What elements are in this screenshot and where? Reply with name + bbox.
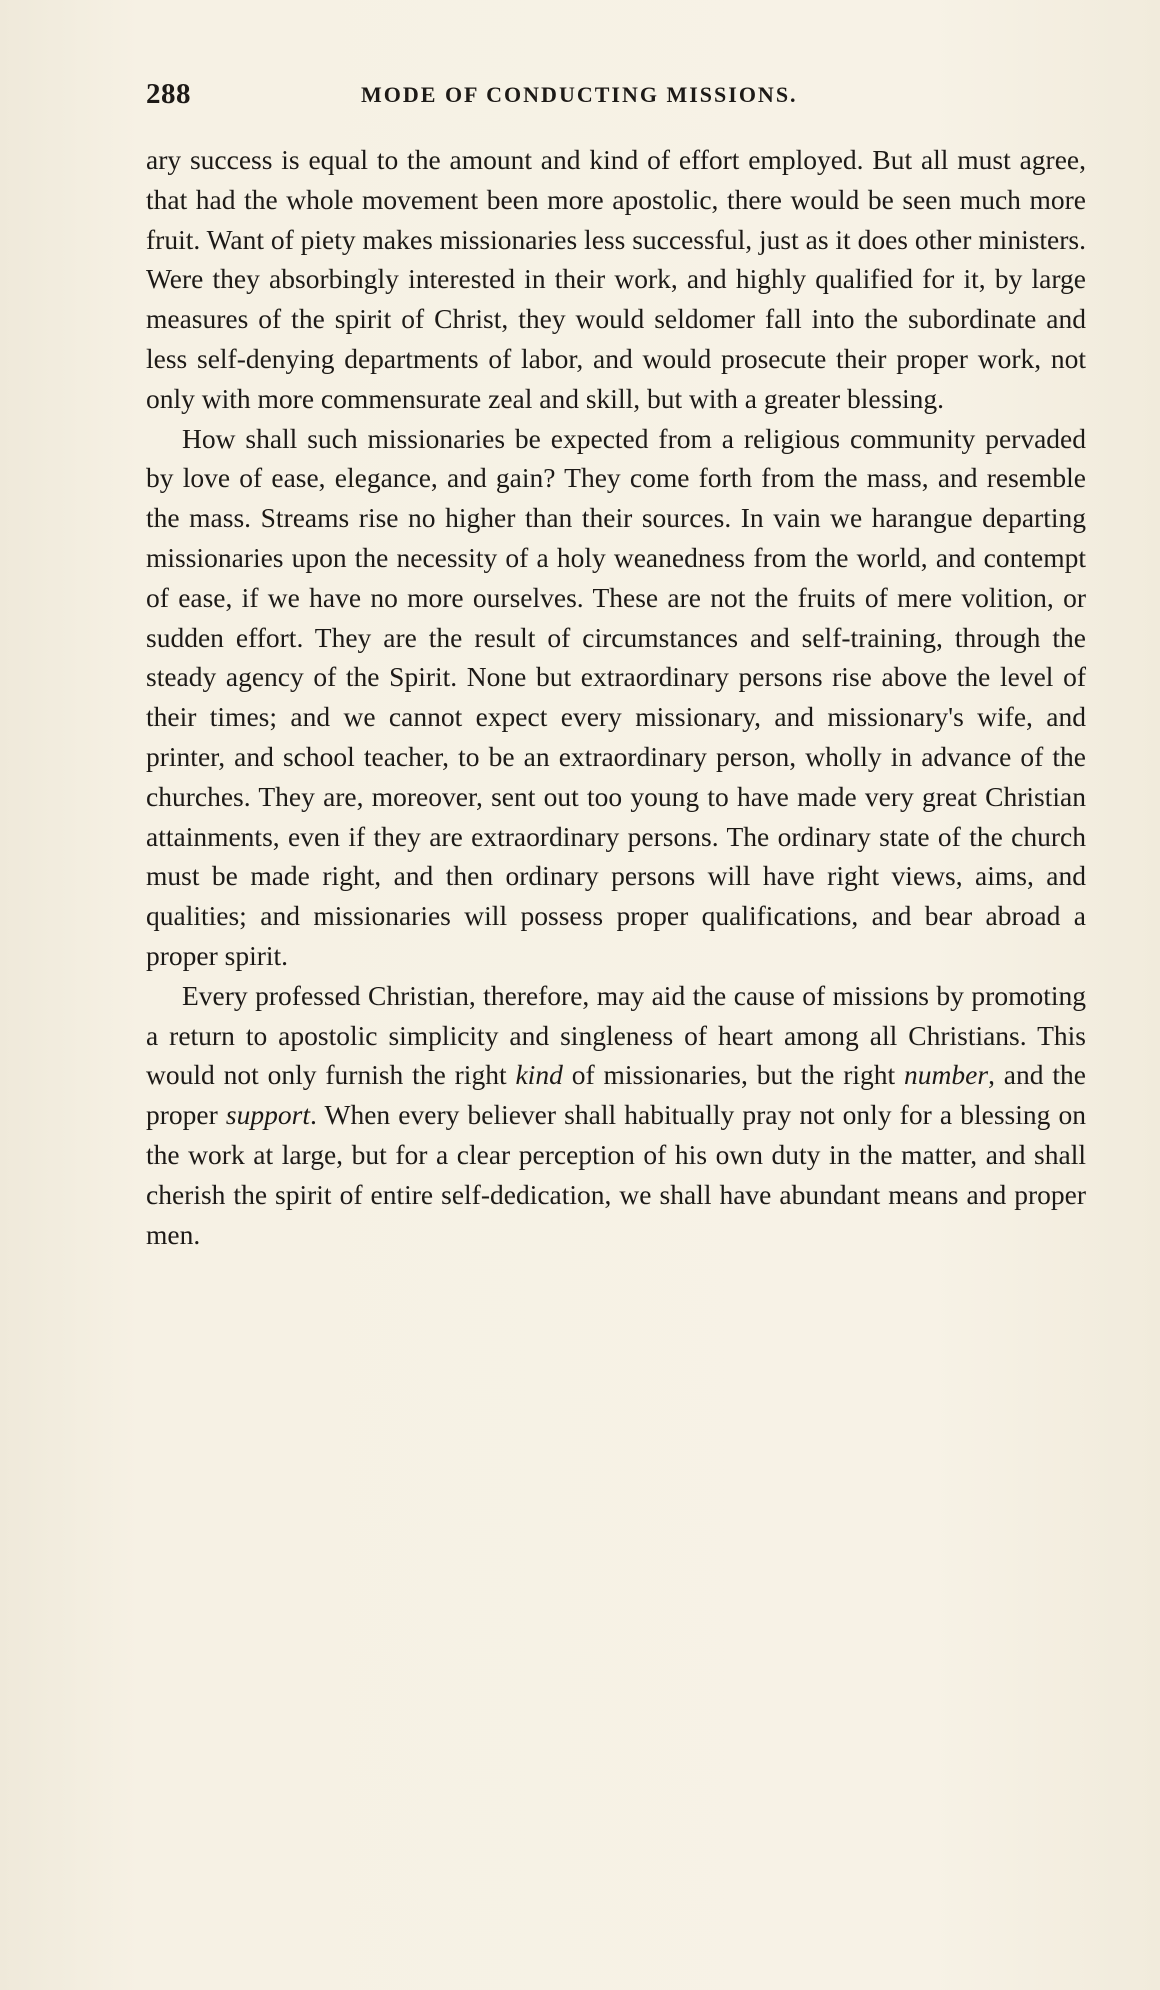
paragraph-3-text-b: of missionaries, but the right	[562, 1059, 905, 1091]
paragraph-3-text-c: , and the proper	[146, 1059, 1086, 1131]
running-title: MODE OF CONDUCTING MISSIONS.	[361, 82, 798, 107]
body-text	[146, 140, 1086, 1254]
paragraph-3-text-d: . When every believer shall habitually pray not only for a blessing on the work at large, but for a clear perception of his own duty in the matter, and shall cherish the spirit of entire self-dedication, we shall have abundant means and proper men.	[146, 1099, 1086, 1250]
page-number: 288	[146, 78, 191, 110]
paragraph-3	[146, 976, 1086, 1255]
italic-kind: kind	[515, 1059, 563, 1091]
running-head	[146, 78, 1076, 118]
paragraph-2: How shall such missionaries be expected from a religious community pervaded by love of ease, elegance, and gain? They come forth from the mass, and resemble the mass. Streams rise no higher than their sources. In vain we harangue departing missionaries upon the necessity of a holy weanedness from the world, and contempt of ease, if we have no more ourselves. These are not the fruits of mere volition, or sudden effort. They are the result of circumstances and self-training, through the steady agency of the Spirit. None but extraordinary persons rise above the level of their times; and we cannot expect every missionary, and missionary's wife, and printer, and school teacher, to be an extraordinary person, wholly in advance of the churches. They are, moreover, sent out too young to have made very great Christian attainments, even if they are extraordinary persons. The ordinary state of the church must be made right, and then ordinary persons will have right views, aims, and qualities; and missionaries will possess proper qualifications, and bear abroad a proper spirit.	[146, 422, 1086, 971]
italic-support: support	[225, 1099, 310, 1131]
paragraph-1: ary success is equal to the amount and kind of effort employed. But all must agree, that had the whole movement been more apostolic, there would be seen much more fruit. Want of piety makes missionaries less successful, just as it does other ministers. Were they absorbingly interested in their work, and highly qualified for it, by large measures of the spirit of Christ, they would seldomer fall into the subordinate and less self-denying departments of labor, and would prosecute their proper work, not only with more commensurate zeal and skill, but with a greater blessing.	[146, 144, 1086, 414]
paragraph-3-text-a: Every professed Christian, therefore, may aid the cause of missions by promoting a return to apostolic simplicity and singleness of heart among all Christians. This would not only furnish the right	[146, 979, 1086, 1091]
italic-number: number	[904, 1059, 989, 1091]
